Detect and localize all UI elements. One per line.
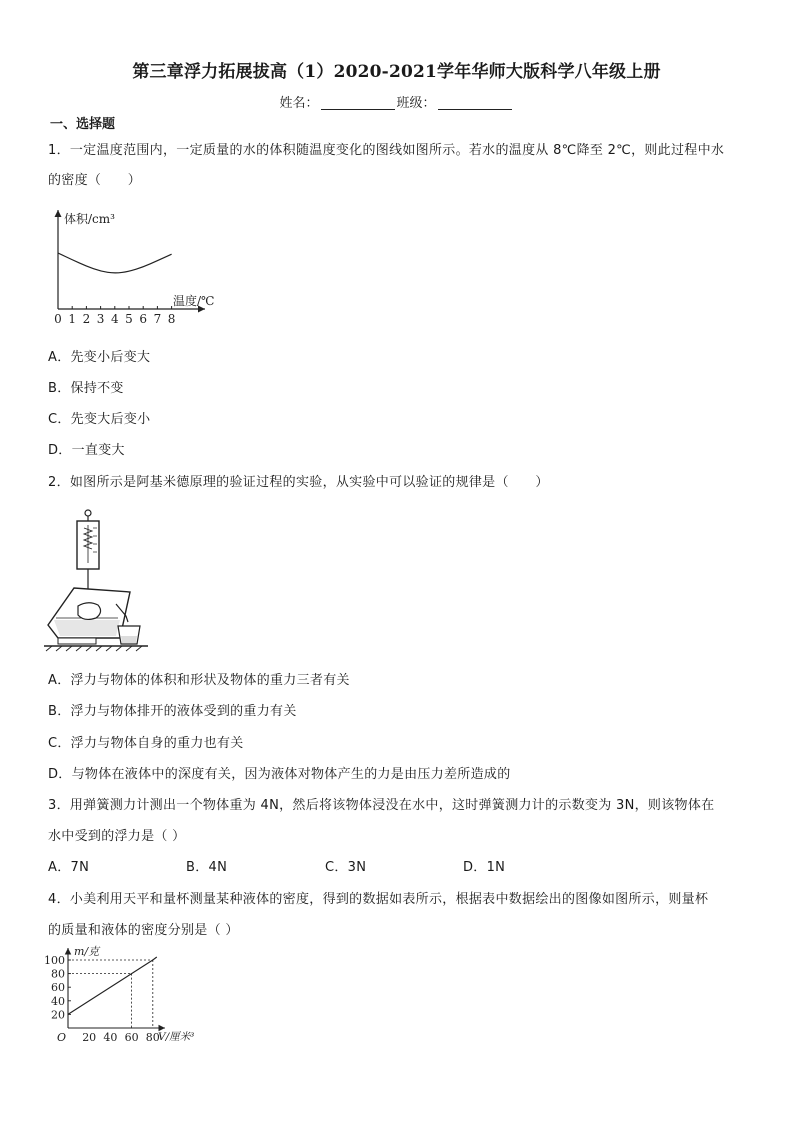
chart1-y-label: 体积/cm³ [64,212,115,226]
chart2-y-tick-label: 20 [51,1008,65,1022]
chart1-tick-label: 7 [153,312,162,326]
chart1-tick-label: 4 [110,312,119,326]
page-title: 第三章浮力拓展拔高（1）2020-2021学年华师大版科学八年级上册 [132,62,661,82]
volume-temperature-chart [40,205,225,330]
chart1-tick-label: 3 [96,312,105,326]
class-label: 班级： [396,96,436,111]
chart2-x-label: V/厘米³ [158,1031,195,1043]
q3-option-c[interactable]: C．3N [325,860,367,875]
chart2-y-tick-label: 80 [51,967,65,981]
q2-option-c[interactable]: C．浮力与物体自身的重力也有关 [48,736,244,751]
chart2-x-tick-label: 80 [145,1031,160,1044]
q3-line2: 水中受到的浮力是（ ） [48,829,186,844]
q3-option-b[interactable]: B．4N [186,860,228,875]
q1-line1: 1．一定温度范围内，一定质量的水的体积随温度变化的图线如图所示。若水的温度从 8℃降至 2℃，则此过程中水 [48,143,725,158]
chart1-curve [58,253,172,273]
q3-option-d[interactable]: D．1N [463,860,506,875]
name-label: 姓名： [279,96,319,111]
q3-option-a[interactable]: A．7N [48,860,90,875]
section-heading: 一、选择题 [50,117,116,132]
chart1-tick-label: 6 [139,312,148,326]
q4-line2: 的质量和液体的密度分别是（ ） [48,923,239,938]
chart1-x-label: 温度/℃ [173,294,215,308]
chart2-y-tick-label: 60 [51,981,65,995]
q2-option-b[interactable]: B．浮力与物体排开的液体受到的重力有关 [48,704,297,719]
q1-option-b[interactable]: B．保持不变 [48,381,124,396]
name-field[interactable] [321,95,395,110]
q2-option-d[interactable]: D．与物体在液体中的深度有关，因为液体对物体产生的力是由压力差所造成的 [48,767,511,782]
archimedes-experiment-figure [44,508,154,653]
q1-line2: 的密度（ ） [48,173,142,188]
chart2-y-tick-label: 100 [44,954,65,967]
class-field[interactable] [438,95,512,110]
q2-option-a[interactable]: A．浮力与物体的体积和形状及物体的重力三者有关 [48,673,350,688]
chart2-y-tick-label: 40 [51,994,65,1008]
q1-option-d[interactable]: D．一直变大 [48,443,125,458]
q2-line1: 2．如图所示是阿基米德原理的验证过程的实验，从实验中可以验证的规律是（ ） [48,475,549,490]
chart2-origin: O [57,1031,67,1044]
chart2-line [68,957,157,1014]
chart2-x-tick-label: 20 [82,1031,97,1044]
chart2-guides [68,960,153,1028]
q3-line1: 3．用弹簧测力计测出一个物体重为 4N，然后将该物体浸没在水中，这时弹簧测力计的示数变为 3N，则该物体在 [48,798,715,813]
chart2-y-label: m/克 [74,945,100,958]
chart1-tick-label: 8 [167,312,176,326]
chart1-x-ticks [54,306,175,326]
name-class-row [0,92,793,111]
chart2-x-tick-label: 40 [103,1031,118,1044]
q1-option-a[interactable]: A．先变小后变大 [48,350,151,365]
q1-option-c[interactable]: C．先变大后变小 [48,412,151,427]
chart1-tick-label: 5 [125,312,133,326]
q4-line1: 4．小美利用天平和量杯测量某种液体的密度，得到的数据如表所示，根据表中数据绘出的图像如图所示，则量杯 [48,892,709,907]
mass-volume-chart [40,942,220,1052]
chart1-tick-label: 0 [54,312,62,326]
chart1-tick-label: 2 [82,312,91,326]
chart1-tick-label: 1 [68,312,77,326]
chart2-x-tick-label: 60 [124,1031,139,1044]
